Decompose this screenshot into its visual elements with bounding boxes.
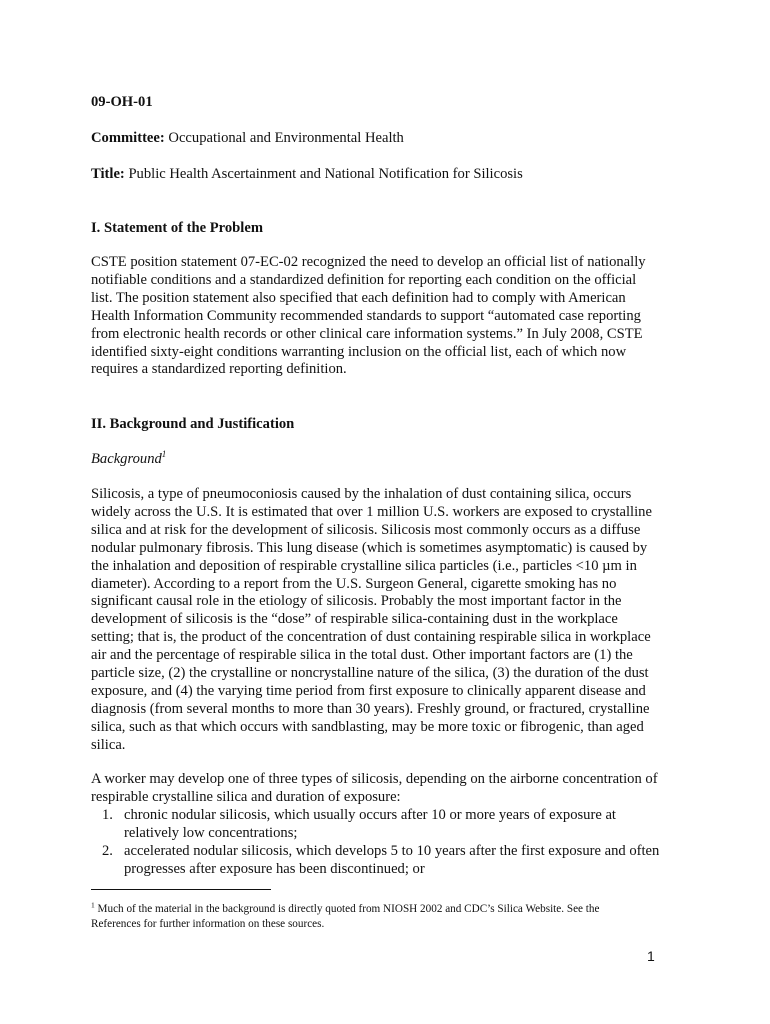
list-item — [91, 807, 691, 843]
text-line: silica. — [91, 736, 126, 753]
section2-heading: II. Background and Justification — [91, 416, 295, 432]
title-label: Title: — [91, 166, 125, 182]
text-line: widely across the U.S. It is estimated that over 1 million U.S. workers are exposed to crystalline — [91, 503, 652, 520]
text-line: chronic nodular silicosis, which usually occurs after 10 or more years of exposure at — [124, 807, 616, 823]
background-subheading-text: Background — [91, 451, 162, 467]
text-line: relatively low concentrations; — [124, 824, 298, 841]
background-paragraph — [91, 486, 691, 755]
footnote-text-2: References for further information on these sources. — [91, 918, 325, 930]
document-id: 09-OH-01 — [91, 94, 153, 110]
text-line: air and the percentage of respirable silica in the total dust. Other important factors are (1) the — [91, 647, 633, 664]
text-line: Health Information Community recommended standards to support “automated case reporting — [91, 307, 641, 324]
text-line: progresses after exposure has been discontinued; or — [124, 860, 425, 877]
list-number: 1. — [102, 807, 113, 823]
text-line: accelerated nodular silicosis, which develops 5 to 10 years after the first exposure and often — [124, 842, 660, 859]
footnote-divider — [91, 889, 271, 890]
page-number: 1 — [647, 948, 655, 964]
text-line: development of silicosis is the “dose” of respirable silica-containing dust in the workplace — [91, 611, 618, 628]
committee-label: Committee: — [91, 130, 165, 146]
text-line: silica, such as that which occurs with sandblasting, may be more toxic or fibrogenic, than aged — [91, 718, 644, 735]
footnote-marker: 1 — [91, 900, 95, 910]
title-value: Public Health Ascertainment and National Notification for Silicosis — [128, 166, 523, 182]
text-line: notifiable conditions and a standardized definition for reporting each condition on the official — [91, 271, 637, 288]
section1-heading: I. Statement of the Problem — [91, 220, 263, 236]
background-subheading — [91, 450, 166, 468]
text-line: diameter). According to a report from the U.S. Surgeon General, cigarette smoking has no — [91, 575, 617, 592]
text-line: the inhalation and deposition of respirable crystalline silica particles (i.e., particles <10 µm in — [91, 557, 637, 574]
text-line: exposure, and (4) the varying time period from first exposure to clinically apparent disease and — [91, 682, 646, 699]
committee-line — [91, 129, 404, 147]
section1-paragraph — [91, 254, 691, 379]
text-line: significant causal role in the etiology of silicosis. Probably the most important factor in the — [91, 593, 622, 610]
footnote-reference: 1 — [161, 449, 167, 460]
text-line: requires a standardized reporting definition. — [91, 361, 347, 378]
list-number: 2. — [102, 842, 113, 859]
text-line: particle size, (2) the crystalline or noncrystalline nature of the silica, (3) the duration of the dust — [91, 665, 649, 682]
silicosis-types-list — [91, 807, 691, 879]
text-line: Silicosis, a type of pneumoconiosis caused by the inhalation of dust containing silica, occurs — [91, 486, 632, 502]
committee-value: Occupational and Environmental Health — [168, 130, 404, 146]
text-line: diagnosis (from several months to more than 30 years). Freshly ground, or fractured, crystalline — [91, 700, 650, 717]
footnote — [91, 902, 599, 932]
footnote-line — [91, 902, 599, 917]
silicosis-types-paragraph — [91, 771, 691, 807]
footnote-text-1: Much of the material in the background is directly quoted from NIOSH 2002 and CDC’s Silica Website. See the — [94, 903, 600, 915]
text-line: silica and at risk for the development of silicosis. Silicosis most commonly occurs as a diffuse — [91, 521, 641, 538]
list-item — [91, 843, 691, 879]
text-line: from electronic health records or other clinical care information systems.” In July 2008, CSTE — [91, 325, 643, 342]
text-line: nodular pulmonary fibrosis. This lung disease (which is sometimes asymptomatic) is caused by — [91, 539, 648, 556]
text-line: setting; that is, the product of the concentration of dust containing respirable silica in workplace — [91, 629, 651, 646]
text-line: respirable crystalline silica and duration of exposure: — [91, 788, 401, 805]
text-line: CSTE position statement 07-EC-02 recognized the need to develop an official list of nationally — [91, 254, 646, 270]
text-line: A worker may develop one of three types of silicosis, depending on the airborne concentration of — [91, 771, 658, 787]
text-line: identified sixty-eight conditions warranting inclusion on the official list, each of which now — [91, 343, 627, 360]
text-line: list. The position statement also specified that each definition had to comply with American — [91, 289, 626, 306]
title-line — [91, 165, 523, 183]
